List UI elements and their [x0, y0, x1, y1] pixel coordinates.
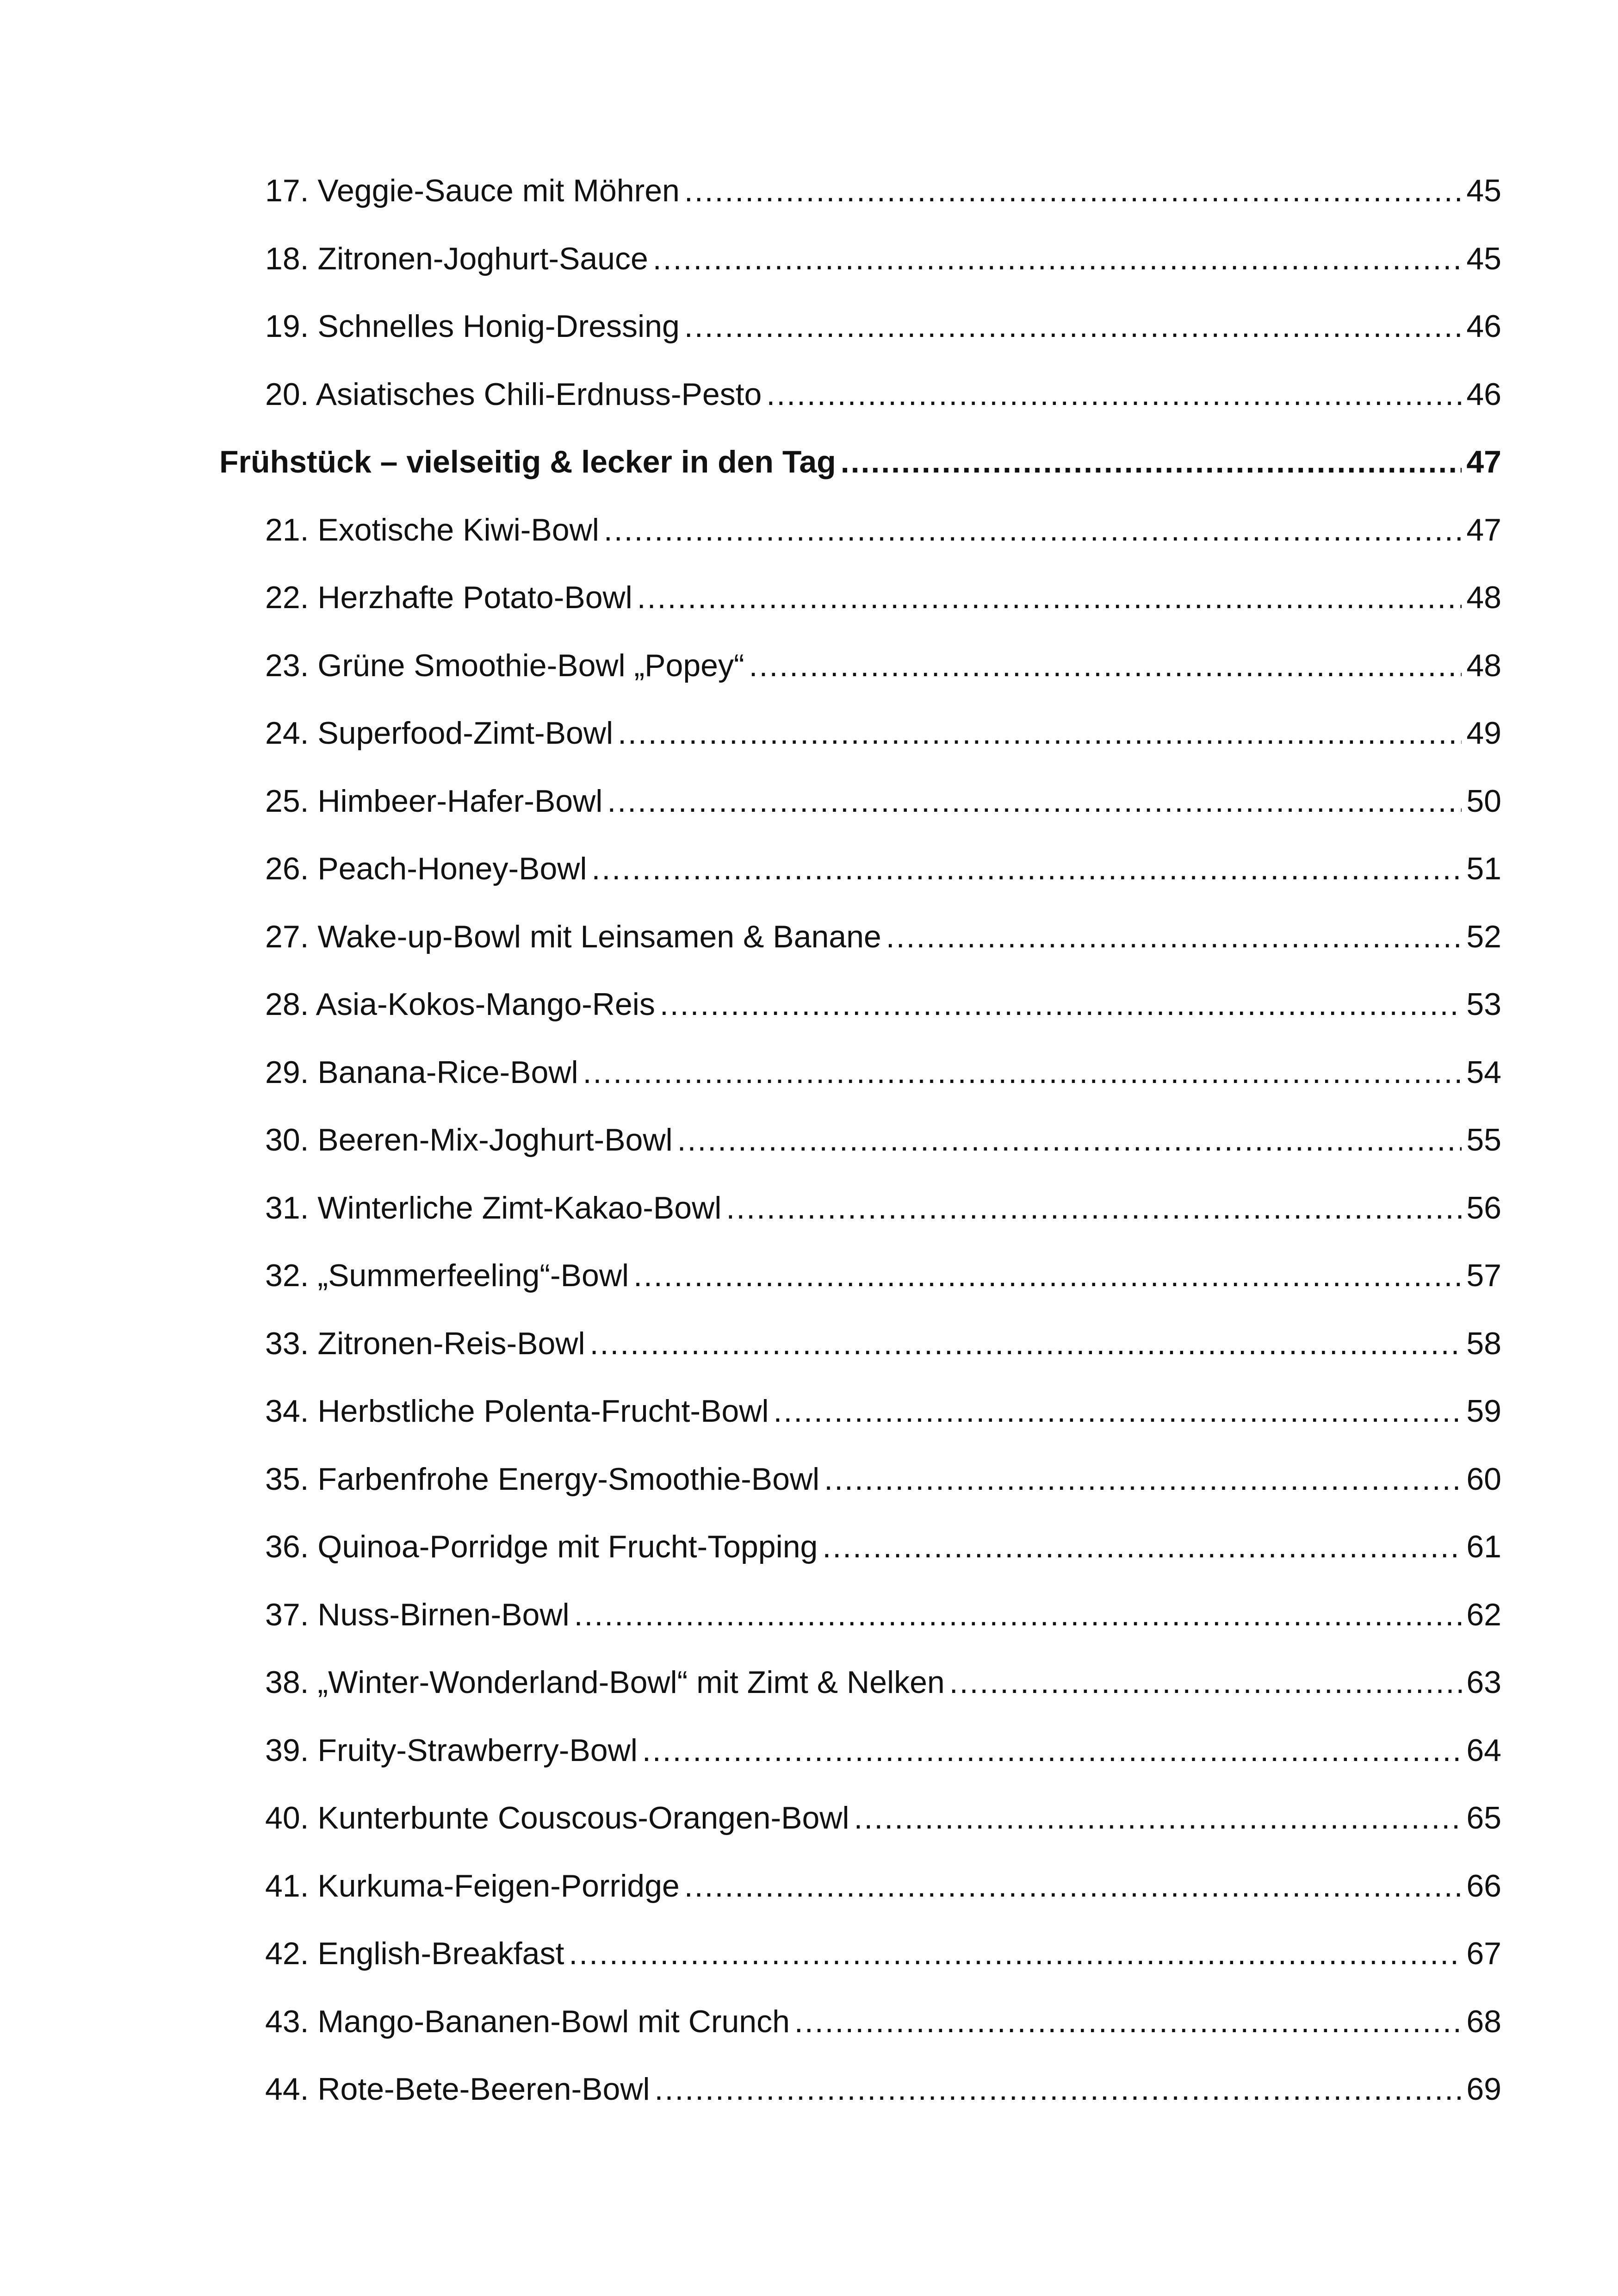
- toc-entry: [265, 1388, 1501, 1434]
- toc-entry: [265, 1049, 1501, 1095]
- toc-dot-leader: [583, 1049, 1462, 1095]
- toc-entry-title: 26. Peach-Honey-Bowl: [265, 851, 587, 886]
- toc-entry: [265, 642, 1501, 689]
- toc-dot-leader: [841, 439, 1462, 485]
- toc-dot-leader: [794, 1998, 1462, 2045]
- toc-dot-leader: [749, 642, 1462, 689]
- toc-entry: [265, 710, 1501, 756]
- toc-entry-title: 20. Asiatisches Chili-Erdnuss-Pesto: [265, 376, 762, 412]
- toc-entry: [265, 507, 1501, 553]
- toc-entry-title: 31. Winterliche Zimt-Kakao-Bowl: [265, 1190, 722, 1226]
- toc-entry: [265, 2066, 1501, 2112]
- toc-dot-leader: [618, 710, 1462, 756]
- toc-section-heading: [219, 439, 1501, 485]
- toc-entry: [265, 574, 1501, 621]
- toc-entry: [265, 846, 1501, 892]
- toc-entry-title: 22. Herzhafte Potato-Bowl: [265, 580, 632, 615]
- toc-entry: [265, 1863, 1501, 1909]
- toc-entry-title: 42. English-Breakfast: [265, 1936, 564, 1971]
- toc-dot-leader: [726, 1185, 1462, 1231]
- toc-dot-leader: [591, 846, 1462, 892]
- toc-entry-title: 27. Wake-up-Bowl mit Leinsamen & Banane: [265, 919, 881, 954]
- toc-dot-leader: [949, 1659, 1462, 1705]
- toc-page-number: 66: [1466, 1868, 1501, 1904]
- toc-page-number: 53: [1466, 987, 1501, 1022]
- toc-entry-title: 33. Zitronen-Reis-Bowl: [265, 1325, 585, 1361]
- toc-page-number: 54: [1466, 1054, 1501, 1090]
- toc-entry-title: 39. Fruity-Strawberry-Bowl: [265, 1732, 638, 1768]
- toc-entry-title: 34. Herbstliche Polenta-Frucht-Bowl: [265, 1394, 769, 1429]
- toc-page-number: 46: [1466, 309, 1501, 344]
- toc-dot-leader: [677, 1117, 1462, 1163]
- toc-dot-leader: [574, 1592, 1462, 1638]
- toc-page-number: 58: [1466, 1325, 1501, 1361]
- toc-entry: [265, 778, 1501, 824]
- toc-page-number: 56: [1466, 1190, 1501, 1226]
- toc-entry: [265, 1998, 1501, 2045]
- toc-entry-title: 19. Schnelles Honig-Dressing: [265, 309, 680, 344]
- toc-page-number: 45: [1466, 241, 1501, 276]
- toc-page-number: 62: [1466, 1597, 1501, 1632]
- toc-entry: [265, 1659, 1501, 1705]
- toc-entry: [265, 1727, 1501, 1773]
- toc-page-number: 55: [1466, 1122, 1501, 1157]
- toc-page-number: 57: [1466, 1258, 1501, 1293]
- toc-entry: [265, 981, 1501, 1027]
- toc-entry: [265, 1524, 1501, 1570]
- toc-entry: [265, 303, 1501, 349]
- toc-entry-title: 21. Exotische Kiwi-Bowl: [265, 512, 599, 548]
- toc-page-number: 45: [1466, 173, 1501, 208]
- toc-entry-title: 28. Asia-Kokos-Mango-Reis: [265, 987, 655, 1022]
- toc-page-number: 69: [1466, 2072, 1501, 2107]
- toc-dot-leader: [684, 168, 1462, 214]
- toc-page-number: 51: [1466, 851, 1501, 886]
- toc-dot-leader: [569, 1930, 1462, 1977]
- toc-dot-leader: [886, 914, 1462, 960]
- toc-page-number: 67: [1466, 1936, 1501, 1971]
- toc-entry: [265, 1252, 1501, 1299]
- toc-page-number: 59: [1466, 1394, 1501, 1429]
- toc-page-number: 48: [1466, 647, 1501, 683]
- toc-page-number: 47: [1466, 512, 1501, 548]
- toc-entry-title: 40. Kunterbunte Couscous-Orangen-Bowl: [265, 1800, 849, 1836]
- toc-entry: [265, 168, 1501, 214]
- toc-page-number: 63: [1466, 1665, 1501, 1700]
- toc-dot-leader: [854, 1795, 1462, 1841]
- toc-dot-leader: [642, 1727, 1462, 1773]
- toc-page-number: 47: [1466, 444, 1501, 479]
- toc-entry: [265, 371, 1501, 417]
- toc-entry-title: 38. „Winter-Wonderland-Bowl“ mit Zimt & Nelken: [265, 1665, 945, 1700]
- toc-entry-title: 44. Rote-Bete-Beeren-Bowl: [265, 2072, 650, 2107]
- toc-dot-leader: [773, 1388, 1462, 1434]
- toc-page-number: 61: [1466, 1529, 1501, 1564]
- toc-entry-title: 32. „Summerfeeling“-Bowl: [265, 1258, 629, 1293]
- toc-entry-title: 37. Nuss-Birnen-Bowl: [265, 1597, 570, 1632]
- toc-dot-leader: [607, 778, 1462, 824]
- toc-dot-leader: [604, 507, 1462, 553]
- toc-page-number: 64: [1466, 1732, 1501, 1768]
- toc-dot-leader: [655, 2066, 1462, 2112]
- toc-page-number: 65: [1466, 1800, 1501, 1836]
- toc-dot-leader: [653, 236, 1462, 282]
- toc-dot-leader: [660, 981, 1462, 1027]
- toc-entry: [265, 1456, 1501, 1502]
- toc-page-number: 48: [1466, 580, 1501, 615]
- toc-dot-leader: [633, 1252, 1462, 1299]
- toc-entry-title: 23. Grüne Smoothie-Bowl „Popey“: [265, 647, 744, 683]
- toc-dot-leader: [684, 1863, 1462, 1909]
- toc-entry-title: 17. Veggie-Sauce mit Möhren: [265, 173, 680, 208]
- toc-entry-title: 24. Superfood-Zimt-Bowl: [265, 716, 614, 751]
- toc-dot-leader: [637, 574, 1462, 621]
- toc-entry-title: 18. Zitronen-Joghurt-Sauce: [265, 241, 648, 276]
- toc-entry: [265, 1185, 1501, 1231]
- toc-entry: [265, 914, 1501, 960]
- toc-entry-title: 29. Banana-Rice-Bowl: [265, 1054, 578, 1090]
- toc-dot-leader: [766, 371, 1462, 417]
- toc-entry: [265, 236, 1501, 282]
- toc-page-number: 52: [1466, 919, 1501, 954]
- toc-entry-title: 43. Mango-Bananen-Bowl mit Crunch: [265, 2004, 790, 2039]
- toc-entry-title: 36. Quinoa-Porridge mit Frucht-Topping: [265, 1529, 818, 1564]
- toc-dot-leader: [824, 1456, 1462, 1502]
- toc-dot-leader: [590, 1320, 1462, 1367]
- toc-page-number: 68: [1466, 2004, 1501, 2039]
- toc-entry: [265, 1320, 1501, 1367]
- toc-entry-title: 41. Kurkuma-Feigen-Porridge: [265, 1868, 680, 1904]
- toc-page-number: 60: [1466, 1461, 1501, 1497]
- toc-entry: [265, 1592, 1501, 1638]
- toc-page-number: 50: [1466, 783, 1501, 819]
- toc-dot-leader: [684, 303, 1462, 349]
- toc-dot-leader: [822, 1524, 1462, 1570]
- toc-entry: [265, 1930, 1501, 1977]
- toc-page-number: 49: [1466, 716, 1501, 751]
- toc-entry-title: Frühstück – vielseitig & lecker in den Tag: [219, 444, 836, 479]
- toc-entry: [265, 1795, 1501, 1841]
- toc-page-number: 46: [1466, 376, 1501, 412]
- toc-entry-title: 35. Farbenfrohe Energy-Smoothie-Bowl: [265, 1461, 820, 1497]
- toc-entry-title: 25. Himbeer-Hafer-Bowl: [265, 783, 603, 819]
- toc-entry-title: 30. Beeren-Mix-Joghurt-Bowl: [265, 1122, 673, 1157]
- toc-entry: [265, 1117, 1501, 1163]
